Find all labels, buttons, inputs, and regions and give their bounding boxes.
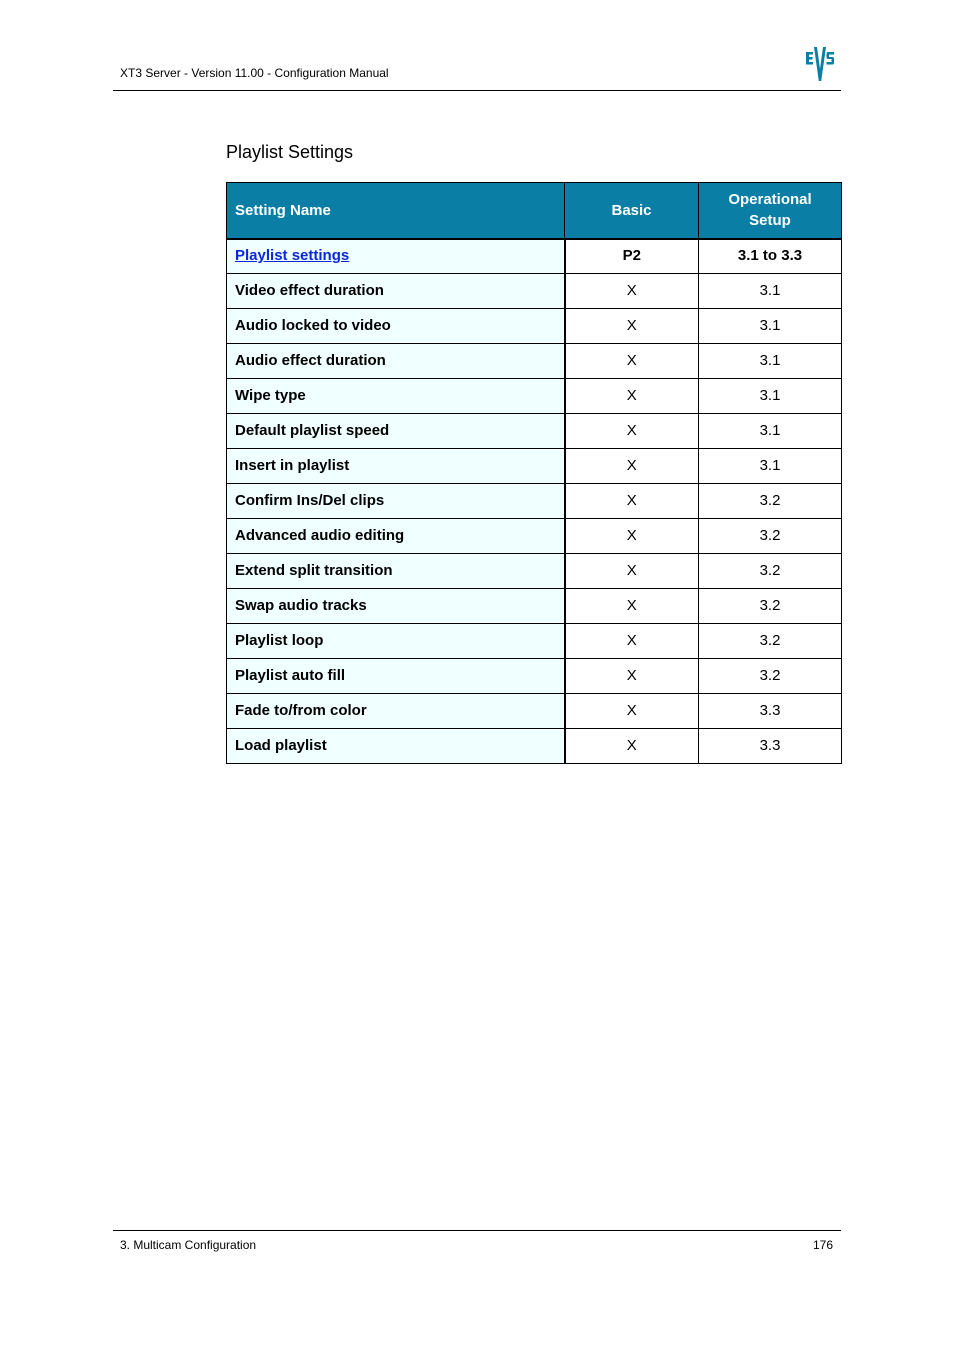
column-header-setting-name: Setting Name — [227, 183, 565, 239]
operational-setup-cell: 3.2 — [699, 554, 842, 589]
operational-setup-cell: 3.1 — [699, 309, 842, 344]
table-row — [227, 484, 842, 519]
group-basic-cell: P2 — [565, 239, 699, 274]
column-header-operational-setup: Operational Setup — [699, 183, 842, 239]
header-divider — [113, 90, 841, 91]
playlist-settings-table — [226, 182, 842, 764]
operational-setup-cell: 3.1 — [699, 449, 842, 484]
basic-cell: X — [565, 414, 699, 449]
operational-setup-cell: 3.1 — [699, 379, 842, 414]
setting-name-cell: Playlist auto fill — [227, 659, 565, 694]
footer-divider — [113, 1230, 841, 1231]
table-group-row — [227, 239, 842, 274]
operational-setup-cell: 3.2 — [699, 624, 842, 659]
table-row — [227, 624, 842, 659]
table-row — [227, 274, 842, 309]
setting-name-cell: Swap audio tracks — [227, 589, 565, 624]
setting-name-cell: Audio locked to video — [227, 309, 565, 344]
column-header-basic: Basic — [565, 183, 699, 239]
operational-setup-cell: 3.3 — [699, 694, 842, 729]
setting-name-cell: Advanced audio editing — [227, 519, 565, 554]
table-row — [227, 554, 842, 589]
operational-setup-cell: 3.2 — [699, 589, 842, 624]
basic-cell: X — [565, 274, 699, 309]
operational-setup-cell: 3.3 — [699, 729, 842, 764]
basic-cell: X — [565, 589, 699, 624]
table-row — [227, 589, 842, 624]
basic-cell: X — [565, 694, 699, 729]
basic-cell: X — [565, 624, 699, 659]
setting-name-cell: Load playlist — [227, 729, 565, 764]
operational-setup-cell: 3.2 — [699, 659, 842, 694]
table-row — [227, 309, 842, 344]
setting-name-cell: Default playlist speed — [227, 414, 565, 449]
section-title: Playlist Settings — [226, 142, 354, 162]
basic-cell: X — [565, 554, 699, 589]
document-header-title: XT3 Server - Version 11.00 - Configuration Manual — [120, 66, 389, 80]
basic-cell: X — [565, 379, 699, 414]
setting-name-cell: Audio effect duration — [227, 344, 565, 379]
operational-setup-cell: 3.1 — [699, 344, 842, 379]
table-row — [227, 344, 842, 379]
operational-setup-cell: 3.2 — [699, 484, 842, 519]
group-name-cell — [227, 239, 565, 274]
table-row — [227, 659, 842, 694]
setting-name-cell: Playlist loop — [227, 624, 565, 659]
setting-name-cell: Wipe type — [227, 379, 565, 414]
playlist-settings-link[interactable]: Playlist settings — [235, 247, 350, 265]
basic-cell: X — [565, 519, 699, 554]
basic-cell: X — [565, 659, 699, 694]
operational-setup-cell: 3.1 — [699, 274, 842, 309]
group-operational-cell: 3.1 to 3.3 — [699, 239, 842, 274]
table-row — [227, 449, 842, 484]
footer-page-number: 176 — [812, 1238, 833, 1252]
setting-name-cell: Video effect duration — [227, 274, 565, 309]
basic-cell: X — [565, 484, 699, 519]
operational-setup-cell: 3.1 — [699, 414, 842, 449]
basic-cell: X — [565, 449, 699, 484]
table-header-row — [227, 183, 842, 239]
setting-name-cell: Extend split transition — [227, 554, 565, 589]
footer-chapter: 3. Multicam Configuration — [120, 1238, 257, 1252]
basic-cell: X — [565, 729, 699, 764]
table-row — [227, 379, 842, 414]
setting-name-cell: Confirm Ins/Del clips — [227, 484, 565, 519]
table-row — [227, 729, 842, 764]
setting-name-cell: Fade to/from color — [227, 694, 565, 729]
basic-cell: X — [565, 309, 699, 344]
operational-setup-cell: 3.2 — [699, 519, 842, 554]
table-row — [227, 519, 842, 554]
evs-logo-icon — [804, 43, 836, 83]
setting-name-cell: Insert in playlist — [227, 449, 565, 484]
basic-cell: X — [565, 344, 699, 379]
table-row — [227, 414, 842, 449]
table-row — [227, 694, 842, 729]
